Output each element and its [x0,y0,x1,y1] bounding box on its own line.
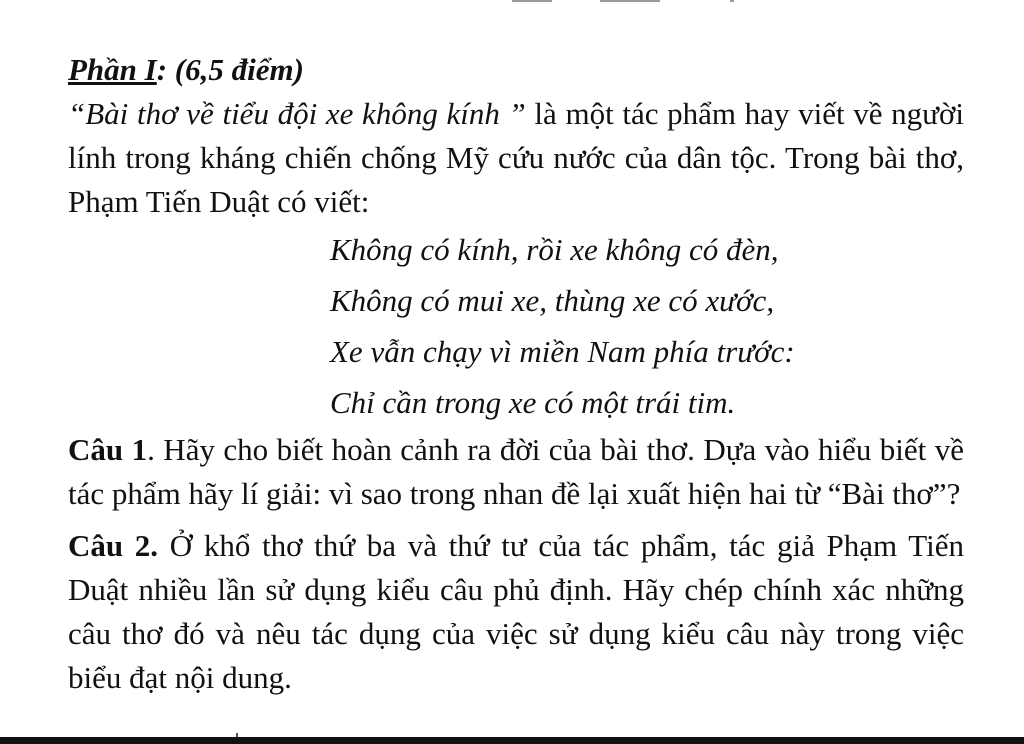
question-2 [68,524,964,700]
question-2-label: Câu 2. [68,528,159,563]
intro-paragraph [68,92,964,224]
section-heading-points: : (6,5 điểm) [156,52,304,87]
top-crop-artifact [0,0,1024,6]
poem-line-2: Không có mui xe, thùng xe có xước, [330,283,775,318]
document-content [68,48,964,700]
poem-line-3: Xe vẫn chạy vì miền Nam phía trước: [330,334,795,369]
bottom-border [0,737,1024,744]
poem-excerpt [68,224,964,428]
question-2-text: Ở khổ thơ thứ ba và thứ tư của tác phẩm, tác giả Phạm Tiến Duật nhiều lần sử dụng kiểu câu phủ định. Hãy chép chính xác những câu thơ đó và nêu tác dụng của việc sử dụng kiểu câu này trong việc biểu đạt nội dung. [68,528,964,695]
question-1 [68,428,964,516]
section-heading [68,48,964,92]
section-heading-label: Phần I [68,52,157,87]
poem-line-4: Chỉ cần trong xe có một trái tim. [330,385,736,420]
poem-line-1: Không có kính, rồi xe không có đèn, [330,232,779,267]
question-1-text: . Hãy cho biết hoàn cảnh ra đời của bài thơ. Dựa vào hiểu biết về tác phẩm hãy lí giải: vì sao trong nhan đề lại xuất hiện hai từ “Bài thơ”? [68,432,964,511]
intro-quoted-title: “Bài thơ về tiểu đội xe không kính ” [68,96,526,131]
intro-text: là một tác phẩm hay viết về người lính trong kháng chiến chống Mỹ cứu nước của dân tộc. Trong bài thơ, Phạm Tiến Duật có viết: [68,96,964,219]
question-1-label: Câu 1 [68,432,148,467]
